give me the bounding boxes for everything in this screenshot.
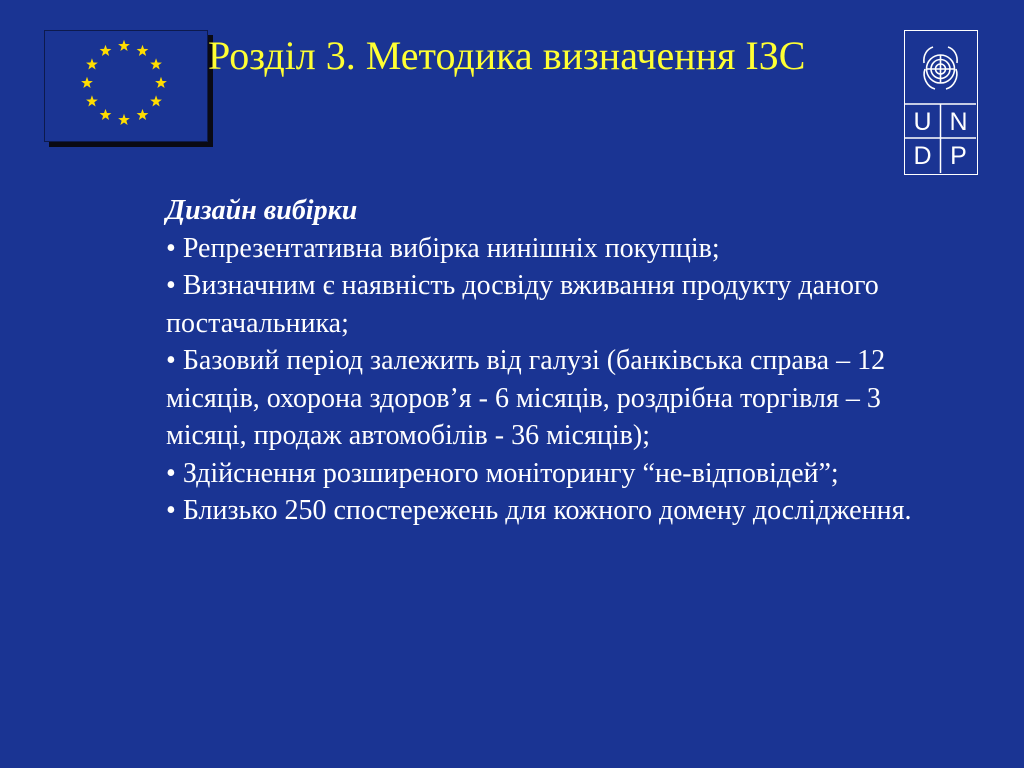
star-icon xyxy=(86,95,98,106)
undp-logo xyxy=(904,30,978,175)
bullet-item: • Базовий період залежить від галузі (банківська справа – 12 місяців, охорона здоров’я - 6 місяців, роздрібна торгівля – 3 місяці, продаж автомобілів - 36 місяців); xyxy=(166,342,956,455)
star-icon xyxy=(100,45,112,56)
star-icon xyxy=(81,77,93,88)
undp-letter-p: P xyxy=(950,142,967,170)
un-emblem-icon xyxy=(924,47,957,89)
star-icon xyxy=(155,77,167,88)
bullet-item: • Близько 250 спостережень для кожного домену дослідження. xyxy=(166,492,956,530)
undp-letter-d: D xyxy=(913,142,932,170)
star-icon xyxy=(86,58,98,69)
star-icon xyxy=(137,109,149,120)
eu-flag-logo xyxy=(44,30,208,142)
slide-content xyxy=(166,192,956,530)
slide-title: Розділ 3. Методика визначення ІЗС xyxy=(208,33,806,78)
bullet-list xyxy=(166,230,956,530)
eu-stars-graphic xyxy=(45,31,207,141)
star-icon xyxy=(100,109,112,120)
undp-letter-u: U xyxy=(913,108,932,136)
star-icon xyxy=(150,95,162,106)
star-icon xyxy=(137,45,149,56)
bullet-item: • Репрезентативна вибірка нинішніх покупців; xyxy=(166,230,956,268)
undp-logo-graphic xyxy=(905,31,976,173)
bullet-item: • Визначним є наявність досвіду вживання продукту даного постачальника; xyxy=(166,267,956,342)
section-subtitle: Дизайн вибірки xyxy=(166,195,358,226)
undp-letter-n: N xyxy=(949,108,968,136)
star-icon xyxy=(118,114,130,125)
bullet-item: • Здійснення розширеного моніторингу “не-відповідей”; xyxy=(166,455,956,493)
star-icon xyxy=(118,40,130,51)
star-icon xyxy=(150,58,162,69)
